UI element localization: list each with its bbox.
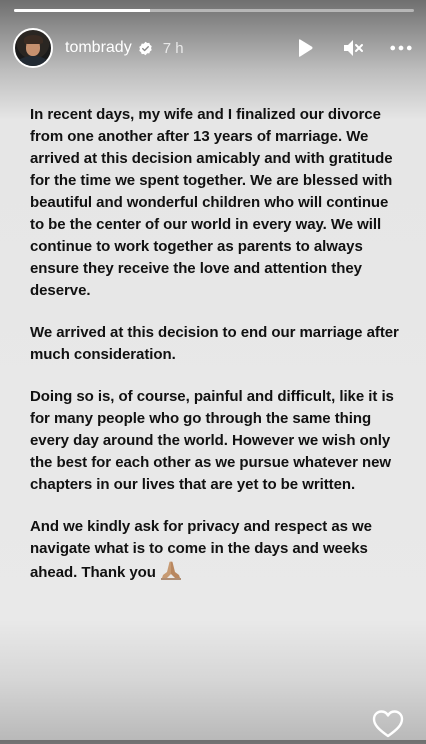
like-button[interactable] <box>372 709 404 739</box>
paragraph-4 <box>30 516 402 584</box>
paragraph-4-text: And we kindly ask for privacy and respect as we navigate what is to come in the days and weeks ahead. Thank you <box>30 518 372 581</box>
progress-segment <box>14 9 414 12</box>
username[interactable]: tombrady <box>65 39 132 56</box>
muted-speaker-icon <box>342 38 364 58</box>
paragraph-3: Doing so is, of course, painful and difficult, like it is for many people who go through the same thing every day around the world. However we wish only the best for each other as we pursue whatever new chapters in our lives that are yet to be written. <box>30 388 394 493</box>
heart-icon <box>372 709 404 739</box>
story-progress <box>14 9 414 12</box>
more-options-icon <box>390 45 412 51</box>
paragraph-2: We arrived at this decision to end our marriage after much consideration. <box>30 324 399 363</box>
verified-badge-icon <box>138 41 153 56</box>
story-header <box>13 28 412 68</box>
story-text <box>30 104 402 604</box>
play-icon <box>296 38 314 58</box>
play-button[interactable] <box>294 37 316 59</box>
avatar[interactable] <box>13 28 53 68</box>
more-options-button[interactable] <box>390 37 412 59</box>
post-time: 7 h <box>162 39 184 57</box>
folded-hands-emoji <box>160 560 182 580</box>
paragraph-1: In recent days, my wife and I finalized our divorce from one another after 13 years of marriage. We arrived at this decision amicably and with gratitude for the time we spent together. We are blessed with beautiful and wonderful children who will continue to be the center of our world in every way. We will continue to work together as parents to always ensure they receive the love and attention they deserve. <box>30 106 393 299</box>
mute-button[interactable] <box>342 37 364 59</box>
